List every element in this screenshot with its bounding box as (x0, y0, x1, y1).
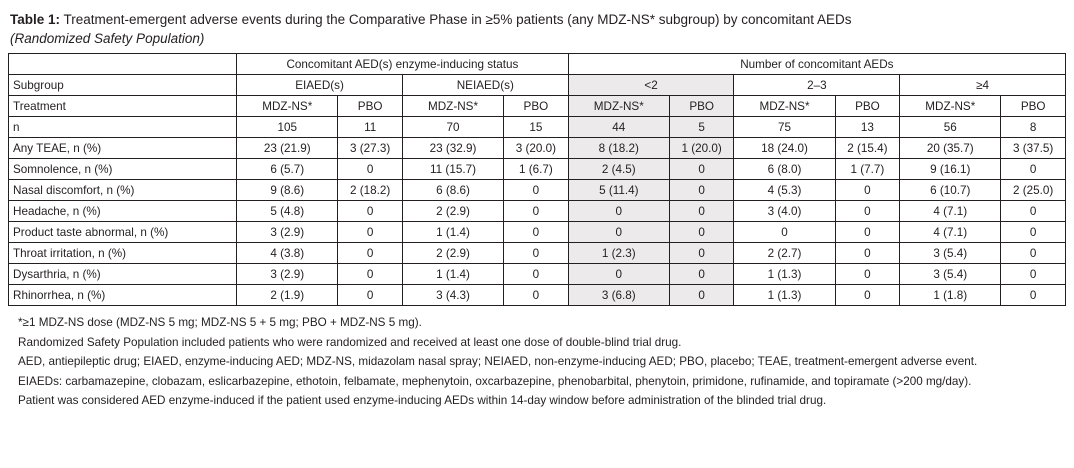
table-row (9, 180, 1066, 201)
cell-value: 0 (338, 285, 403, 306)
footnote: Patient was considered AED enzyme-induced if the patient used enzyme-inducing AEDs within 14-day window before administration of the blinded trial drug. (18, 394, 827, 407)
cell-value: 75 (734, 117, 835, 138)
treatment-header: MDZ-NS* (734, 96, 835, 117)
cell-value: 8 (18.2) (568, 138, 669, 159)
cell-value: 0 (338, 243, 403, 264)
footnote: *≥1 MDZ-NS dose (MDZ-NS 5 mg; MDZ-NS 5 + 5 mg; PBO + MDZ-NS 5 mg). (18, 316, 422, 329)
cell-value: 11 (15.7) (402, 159, 503, 180)
adverse-events-table (8, 53, 1066, 306)
cell-value: 4 (3.8) (237, 243, 338, 264)
treatment-header: PBO (835, 96, 900, 117)
cell-value: 2 (2.7) (734, 243, 835, 264)
table-head (9, 54, 1066, 117)
cell-value: 4 (7.1) (900, 222, 1001, 243)
cell-value: 44 (568, 117, 669, 138)
row-label: Product taste abnormal, n (%) (9, 222, 237, 243)
cell-value: 23 (32.9) (402, 138, 503, 159)
table-subtitle: (Randomized Safety Population) (10, 31, 205, 46)
cell-value: 3 (37.5) (1001, 138, 1066, 159)
cell-value: 0 (669, 180, 734, 201)
cell-value: 0 (504, 285, 569, 306)
cell-value: 2 (25.0) (1001, 180, 1066, 201)
cell-value: 8 (1001, 117, 1066, 138)
cell-value: 23 (21.9) (237, 138, 338, 159)
cell-value: 105 (237, 117, 338, 138)
table-footnotes (8, 313, 1066, 411)
table-body (9, 117, 1066, 306)
cell-value: 2 (2.9) (402, 243, 503, 264)
cell-value: 1 (1.4) (402, 264, 503, 285)
table-row (9, 285, 1066, 306)
cell-value: 3 (4.3) (402, 285, 503, 306)
cell-value: 0 (504, 264, 569, 285)
table-subgroup-row (9, 75, 1066, 96)
cell-value: 9 (8.6) (237, 180, 338, 201)
table-row (9, 243, 1066, 264)
cell-value: 0 (338, 201, 403, 222)
cell-value: 0 (835, 180, 900, 201)
subgroup-ge4: ≥4 (900, 75, 1066, 96)
treatment-header: PBO (669, 96, 734, 117)
subgroup-eiaed: EIAED(s) (237, 75, 403, 96)
subgroup-lt2: <2 (568, 75, 734, 96)
cell-value: 0 (504, 201, 569, 222)
cell-value: 5 (11.4) (568, 180, 669, 201)
cell-value: 0 (1001, 285, 1066, 306)
cell-value: 3 (20.0) (504, 138, 569, 159)
cell-value: 0 (669, 285, 734, 306)
treatment-header: MDZ-NS* (568, 96, 669, 117)
cell-value: 1 (6.7) (504, 159, 569, 180)
cell-value: 0 (1001, 159, 1066, 180)
subgroup-row-label: Subgroup (9, 75, 237, 96)
cell-value: 2 (1.9) (237, 285, 338, 306)
cell-value: 3 (6.8) (568, 285, 669, 306)
row-label-n: n (9, 117, 237, 138)
cell-value: 3 (2.9) (237, 222, 338, 243)
cell-value: 2 (15.4) (835, 138, 900, 159)
treatment-header: MDZ-NS* (237, 96, 338, 117)
cell-value: 0 (504, 243, 569, 264)
cell-value: 1 (7.7) (835, 159, 900, 180)
cell-value: 0 (1001, 264, 1066, 285)
cell-value: 5 (4.8) (237, 201, 338, 222)
table-title-text: Treatment-emergent adverse events during the Comparative Phase in ≥5% patients (any MDZ-NS* subgroup) by concomitant AEDs (60, 12, 852, 27)
cell-value: 0 (1001, 222, 1066, 243)
cell-value: 0 (669, 222, 734, 243)
cell-value: 0 (504, 180, 569, 201)
cell-value: 2 (18.2) (338, 180, 403, 201)
cell-value: 6 (10.7) (900, 180, 1001, 201)
table-row (9, 117, 1066, 138)
table-row (9, 222, 1066, 243)
cell-value: 0 (1001, 201, 1066, 222)
cell-value: 3 (27.3) (338, 138, 403, 159)
treatment-row-label: Treatment (9, 96, 237, 117)
subgroup-2to3: 2–3 (734, 75, 900, 96)
table-row (9, 264, 1066, 285)
table-row (9, 138, 1066, 159)
treatment-header: MDZ-NS* (900, 96, 1001, 117)
cell-value: 0 (1001, 243, 1066, 264)
treatment-header: PBO (338, 96, 403, 117)
cell-value: 0 (835, 201, 900, 222)
row-label: Any TEAE, n (%) (9, 138, 237, 159)
cell-value: 0 (504, 222, 569, 243)
row-label: Throat irritation, n (%) (9, 243, 237, 264)
cell-value: 6 (8.6) (402, 180, 503, 201)
cell-value: 0 (338, 159, 403, 180)
subgroup-neiaed: NEIAED(s) (402, 75, 568, 96)
table-title (10, 10, 1066, 48)
footnote: AED, antiepileptic drug; EIAED, enzyme-inducing AED; MDZ-NS, midazolam nasal spray; NEIAED, non-enzyme-inducing AED; PBO, placebo; TEAE, treatment-emergent adverse event. (18, 355, 978, 368)
footnote: EIAEDs: carbamazepine, clobazam, eslicarbazepine, ethotoin, felbamate, mephenytoin, oxcarbazepine, phenobarbital, phenytoin, primidone, rufinamide, and topiramate (>200 mg/day). (18, 374, 972, 388)
cell-value: 0 (835, 222, 900, 243)
cell-value: 2 (4.5) (568, 159, 669, 180)
row-label: Nasal discomfort, n (%) (9, 180, 237, 201)
cell-value: 18 (24.0) (734, 138, 835, 159)
row-label: Headache, n (%) (9, 201, 237, 222)
cell-value: 0 (669, 159, 734, 180)
cell-value: 0 (669, 264, 734, 285)
treatment-header: MDZ-NS* (402, 96, 503, 117)
cell-value: 0 (734, 222, 835, 243)
treatment-header: PBO (504, 96, 569, 117)
cell-value: 3 (5.4) (900, 243, 1001, 264)
group-header-number-of-aeds: Number of concomitant AEDs (568, 54, 1065, 75)
cell-value: 20 (35.7) (900, 138, 1001, 159)
cell-value: 0 (568, 264, 669, 285)
treatment-header: PBO (1001, 96, 1066, 117)
row-label: Somnolence, n (%) (9, 159, 237, 180)
table-row (9, 159, 1066, 180)
cell-value: 0 (669, 243, 734, 264)
cell-value: 3 (4.0) (734, 201, 835, 222)
cell-value: 6 (5.7) (237, 159, 338, 180)
cell-value: 13 (835, 117, 900, 138)
cell-value: 1 (1.3) (734, 264, 835, 285)
cell-value: 0 (835, 285, 900, 306)
cell-value: 0 (568, 222, 669, 243)
table-treatment-row (9, 96, 1066, 117)
cell-value: 0 (338, 264, 403, 285)
cell-value: 3 (2.9) (237, 264, 338, 285)
cell-value: 2 (2.9) (402, 201, 503, 222)
cell-value: 11 (338, 117, 403, 138)
cell-value: 70 (402, 117, 503, 138)
cell-value: 5 (669, 117, 734, 138)
cell-value: 15 (504, 117, 569, 138)
cell-value: 1 (20.0) (669, 138, 734, 159)
cell-value: 4 (5.3) (734, 180, 835, 201)
table-row (9, 201, 1066, 222)
cell-value: 1 (1.8) (900, 285, 1001, 306)
cell-value: 4 (7.1) (900, 201, 1001, 222)
footnote: Randomized Safety Population included patients who were randomized and received at least one dose of double-blind trial drug. (18, 335, 682, 349)
row-label: Dysarthria, n (%) (9, 264, 237, 285)
cell-value: 1 (1.4) (402, 222, 503, 243)
row-label: Rhinorrhea, n (%) (9, 285, 237, 306)
cell-value: 56 (900, 117, 1001, 138)
cell-value: 3 (5.4) (900, 264, 1001, 285)
cell-value: 0 (669, 201, 734, 222)
cell-value: 9 (16.1) (900, 159, 1001, 180)
table-title-label: Table 1: (10, 12, 61, 27)
cell-value: 6 (8.0) (734, 159, 835, 180)
cell-value: 1 (2.3) (568, 243, 669, 264)
group-header-enzyme-status: Concomitant AED(s) enzyme-inducing status (237, 54, 569, 75)
cell-value: 0 (835, 243, 900, 264)
cell-value: 0 (338, 222, 403, 243)
corner-cell (9, 54, 237, 75)
cell-value: 1 (1.3) (734, 285, 835, 306)
cell-value: 0 (835, 264, 900, 285)
table-group-header-row (9, 54, 1066, 75)
cell-value: 0 (568, 201, 669, 222)
